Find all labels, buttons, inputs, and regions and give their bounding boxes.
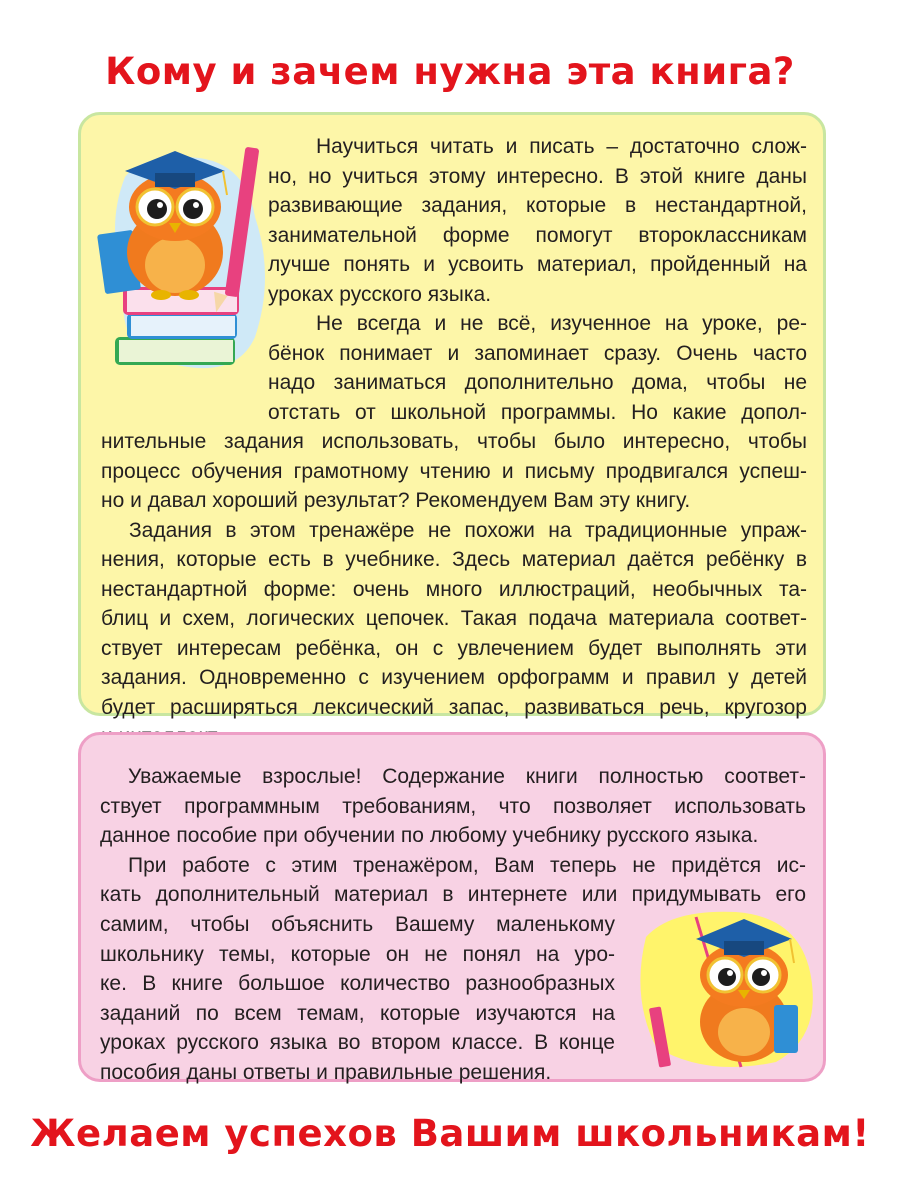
text-line: пособия даны ответы и правильные решения.	[100, 1060, 552, 1084]
text-line: заданий по всем темам, которые изучаются на	[100, 1001, 615, 1025]
text-line: отстать от школьной программы. Но какие допол-	[268, 400, 807, 424]
intro-paragraph-1	[268, 132, 807, 427]
parents-paragraph-1	[100, 762, 806, 910]
intro-panel	[78, 112, 826, 719]
text-line: лучше понять и усвоить материал, пройденный на	[268, 253, 807, 276]
text-line: но и давал хороший результат? Рекомендуем Вам эту книгу.	[101, 489, 691, 512]
text-line: будет расширяться лексический запас, развиваться речь, кругозор	[101, 695, 807, 719]
text-line: нительные задания использовать, чтобы было интересно, чтобы	[101, 430, 807, 453]
text-line: ствует интересам ребёнка, он с увлечением будет выполнять эти	[101, 636, 807, 660]
owl-with-pointer-icon	[626, 897, 822, 1077]
text-line: ствует программным требованиям, что позволяет использовать	[100, 794, 806, 818]
text-line: уроках русского языка.	[268, 282, 492, 306]
text-line: данное пособие при обучении по любому учебнику русского языка.	[100, 824, 759, 847]
page-title: Кому и зачем нужна эта книга?	[105, 50, 795, 93]
intro-paragraph-2-continued	[101, 427, 807, 752]
text-line: бёнок понимает и запоминает сразу. Очень часто	[268, 341, 807, 365]
text-line: блиц и схем, логических цепочек. Такая подача материала соответ-	[101, 607, 807, 630]
text-line: но, но учиться этому интересно. В этой книге даны	[268, 164, 807, 188]
text-line: Не всегда и не всё, изученное на уроке, ре-	[316, 312, 807, 335]
text-line: процесс обучения грамотному чтению и письму продвигался успеш-	[101, 459, 807, 483]
text-line: развивающие задания, которые в нестандартной,	[268, 194, 807, 217]
text-line: задания. Одновременно с изучением орфограмм и правил у детей	[101, 666, 807, 689]
owl-with-books-and-pencil-icon	[95, 137, 275, 387]
text-line: Уважаемые взрослые! Содержание книги полностью соответ-	[128, 765, 806, 788]
closing-wish: Желаем успехов Вашим школьникам!	[30, 1112, 870, 1155]
text-line: Научиться читать и писать – достаточно слож-	[316, 135, 807, 158]
text-line: уроках русского языка во втором классе. В конце	[100, 1031, 615, 1054]
text-line: ке. В книге большое количество разнообразных	[100, 972, 615, 995]
text-line: Задания в этом тренажёре не похожи на традиционные упраж-	[129, 518, 807, 542]
text-line: школьнику темы, которые он не понял на уро-	[100, 942, 615, 966]
text-line: занимательной форме помогут второклассникам	[268, 223, 807, 247]
text-line: кать дополнительный материал в интернете или придумывать его	[100, 883, 806, 906]
text-line: надо заниматься дополнительно дома, чтобы не	[268, 371, 807, 394]
text-line: При работе с этим тренажёром, Вам теперь не придётся ис-	[128, 853, 806, 877]
text-line: нения, которые есть в учебнике. Здесь материал даётся ребёнку в	[101, 548, 807, 571]
parents-paragraph-2-continued	[100, 910, 615, 1087]
text-line: нестандартной форме: очень много иллюстраций, необычных та-	[101, 577, 807, 601]
parents-panel	[78, 732, 826, 1082]
text-line: самим, чтобы объяснить Вашему маленькому	[100, 913, 615, 936]
